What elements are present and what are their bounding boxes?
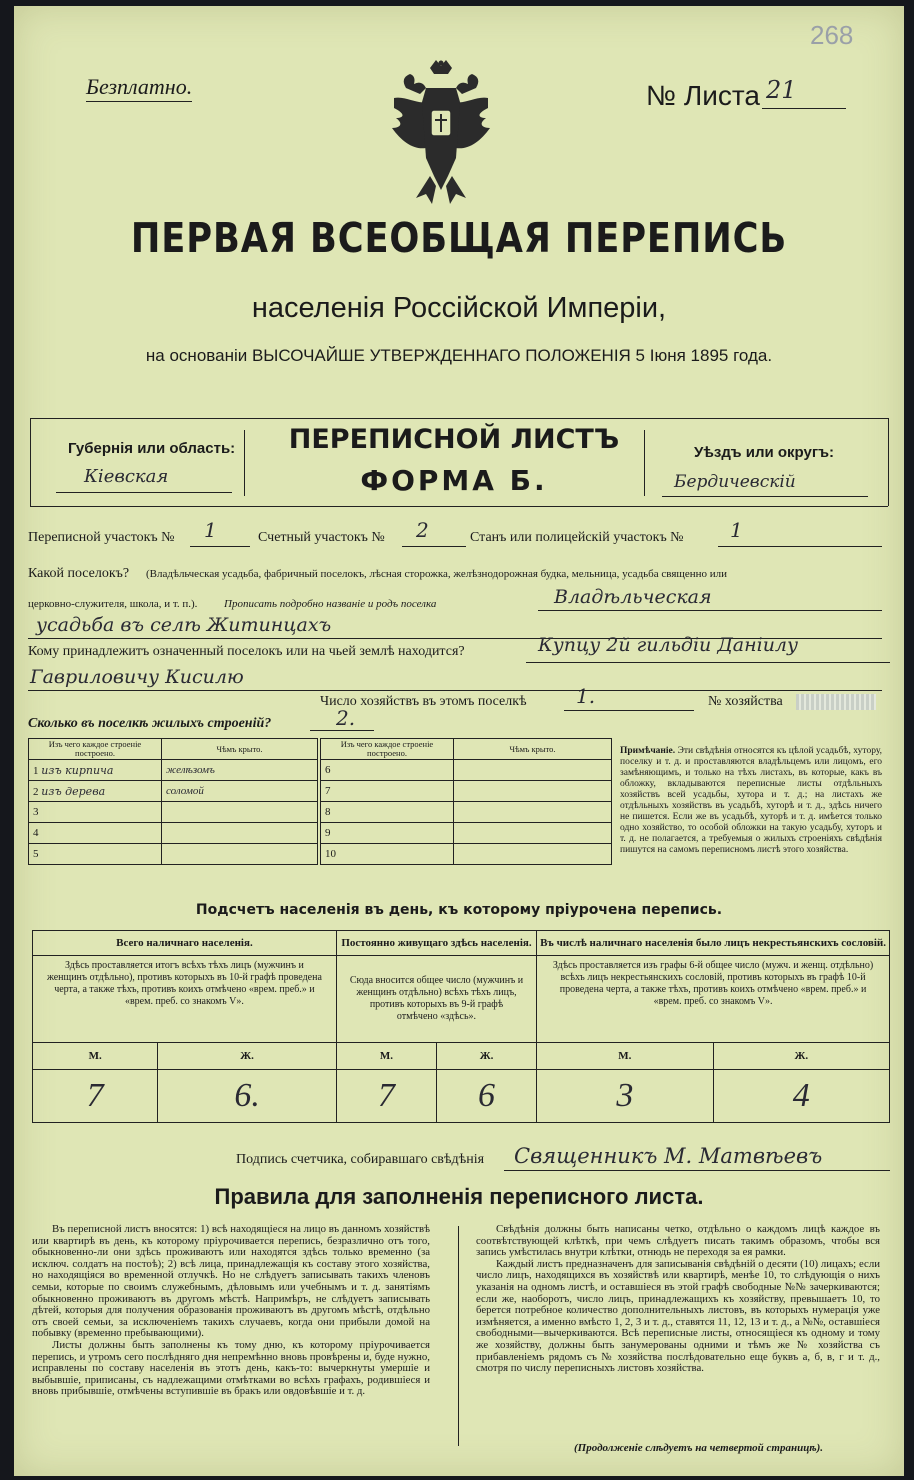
- female-header: Ж.: [436, 1043, 536, 1070]
- col-material: Изъ чего каждое строеніе построено.: [29, 739, 162, 760]
- population-table: [32, 930, 890, 1123]
- form-box-divider-right: [644, 430, 645, 496]
- male-header: М.: [33, 1043, 158, 1070]
- permanent-female-value: 6: [436, 1070, 536, 1123]
- signature-underline: [504, 1170, 890, 1171]
- male-header: М.: [537, 1043, 713, 1070]
- stan-underline: [718, 546, 882, 547]
- population-count-title: Подсчетъ населенія въ день, къ которому пріурочена перепись.: [195, 902, 723, 918]
- form-box-top-rule: [30, 418, 888, 419]
- col-non-peasant: Въ числѣ наличнаго населенія было лицъ некрестьянскихъ сословій.: [537, 931, 890, 956]
- settlement-hint-2: церковно-служителя, школа, и т. п.).: [28, 598, 198, 610]
- buildings-note: [620, 746, 882, 856]
- gubernia-value: Кіевская: [84, 466, 169, 487]
- buildings-table-right: [320, 738, 612, 865]
- buildings-underline: [310, 730, 374, 731]
- uezd-value: Бердичевскій: [674, 472, 796, 492]
- total-female-value: 6.: [158, 1070, 337, 1123]
- form-box-left-edge: [30, 418, 31, 506]
- owner-value-2: Гавриловичу Кисилю: [30, 666, 244, 688]
- rules-left-column: [32, 1224, 430, 1398]
- form-box-divider-left: [244, 430, 245, 496]
- rules-right-column: [476, 1224, 880, 1375]
- buildings-table-left: [28, 738, 318, 865]
- counting-area-value: 2: [416, 518, 429, 542]
- col-total-present: Всего наличнаго населенія.: [33, 931, 337, 956]
- note-text: Эти свѣдѣнія относятся къ цѣлой усадьбѣ, хутору, поселку и т. д. и проставляются владѣльцемъ или лицомъ, его замѣняющимъ, и только на тѣхъ листахъ, въ которые, какъ въ обложку, вкладываются переписные листы отдѣльныхъ хозяйствъ всей усадьбы, хутора и т. д.; на листахъ же отдѣльныхъ хозяйствъ въ усадьбѣ, хуторѣ и т. д., здѣсь ничего не пишется. Если же въ усадьбѣ, хуторѣ и т. д. имѣется только одно хозяйство, то особой обложки на такую усадьбу, хуторъ и т. д. не полагается, а требуемыя о жилыхъ строеніяхъ свѣдѣнія пишутся на самомъ переписномъ листѣ этого хозяйства.: [620, 746, 882, 855]
- total-male-value: 7: [33, 1070, 158, 1123]
- table-row: 10: [321, 844, 612, 865]
- owner-underline-1: [526, 662, 890, 663]
- counting-area-underline: [402, 546, 466, 547]
- table-row: 8: [321, 802, 612, 823]
- female-header: Ж.: [713, 1043, 889, 1070]
- archive-stamp-strip: [796, 694, 876, 710]
- buildings-value: 2.: [336, 706, 356, 730]
- settlement-value: Владѣльческая: [554, 586, 712, 608]
- col-roof: Чѣмъ крыто.: [162, 739, 318, 760]
- permanent-description: Сюда вносится общее число (мужчинъ и женщинъ отдѣльно) всѣхъ тѣхъ лицъ, противъ которыхъ въ 9-й графѣ отмѣчено «здѣсь».: [336, 956, 536, 1043]
- form-subtitle: ФОРМА Б.: [360, 464, 548, 497]
- sheet-number-underline: [762, 108, 846, 109]
- rules-left-paragraph-2: Листы должны быть заполнены къ тому дню, къ которому пріурочивается перепись, и утромъ сего послѣдняго дня непремѣнно вновь провѣрены и, буде нужно, исправлены по составу населенія въ этотъ день, какъ-то: вычеркнуты умершіе и выбывшіе, приписаны, съ надлежащими отмѣтками во всѣхъ графахъ, родившіеся и вновь прибывшіе, отмѣчены вступившіе въ бракъ или овдовѣвшіе и т. д.: [32, 1338, 430, 1398]
- rules-right-paragraph-2: Каждый листъ предназначенъ для записыванія свѣдѣній о десяти (10) лицахъ; если число лицъ, находящихся въ хозяйствѣ или квартирѣ, менѣе 10, то слѣдующія о нихъ указанія на одномъ листѣ, и оставшіеся въ этой графѣ свободные №№ зачеркиваются; если же, наоборотъ, число лицъ, принадлежащихъ къ хозяйству, превышаетъ 10, то берется потребное количество дополнительныхъ листовъ, въ которыхъ нумерація уже измѣняется, а именно вмѣсто 1, 2, 3 и т. д., ставятся 11, 12, 13 и т. д., а №№, оставшіеся свободными—вычеркиваются. Всѣ переписные листы, относящіеся къ одному и тому же хозяйству, должны быть занумерованы одними и тѣмъ же № хозяйства съ прибавленіемъ рядомъ съ № хозяйства послѣдовательно еще буквъ а, б, в, г и т. д., смотря по числу переписныхъ листовъ хозяйства.: [476, 1257, 880, 1375]
- table-row: 6: [321, 760, 612, 781]
- census-area-underline: [190, 546, 250, 547]
- table-row: 4: [29, 823, 318, 844]
- col-material: Изъ чего каждое строеніе построено.: [321, 739, 454, 760]
- non-peasant-female-value: 4: [713, 1070, 889, 1123]
- signature-label: Подпись счетчика, собиравшаго свѣдѣнія: [236, 1152, 485, 1167]
- total-present-description: Здѣсь проставляется итогъ всѣхъ тѣхъ лицъ (мужчинъ и женщинъ отдѣльно), противъ которыхъ въ 10-й графѣ проведена черта, а также тѣхъ, противъ коихъ отмѣчено «врем. преб.» и «врем. преб. со знакомъ V».: [33, 956, 337, 1043]
- permanent-male-value: 7: [336, 1070, 436, 1123]
- free-of-charge-label: Безплатно.: [86, 74, 192, 102]
- table-row: 7: [321, 781, 612, 802]
- stan-label: Станъ или полицейскій участокъ №: [470, 530, 684, 545]
- col-permanent: Постоянно живущаго здѣсь населенія.: [336, 931, 536, 956]
- stan-value: 1: [730, 518, 743, 542]
- archive-page-number: 268: [810, 20, 854, 50]
- table-row: 3: [29, 802, 318, 823]
- non-peasant-description: Здѣсь проставляется изъ графы 6-й общее число (мужч. и женщ. отдѣльно) всѣхъ лицъ некрестьянскихъ сословій, противъ которыхъ въ графѣ 10-й проведена черта, а также тѣхъ, противъ коихъ отмѣчено «врем. преб.» и «врем. преб. со знакомъ V».: [537, 956, 890, 1043]
- owner-underline-2: [28, 690, 882, 691]
- households-underline: [564, 710, 694, 711]
- note-title: Примѣчаніе.: [620, 746, 676, 756]
- rules-right-paragraph-1: Свѣдѣнія должны быть написаны четко, отдѣльно о каждомъ лицѣ каждое въ соотвѣтствующей клѣткѣ, при чемъ слѣдуетъ писать такимъ образомъ, чтобы вся запись умѣстилась внутри клѣтки, отнюдь не переходя за ея рамки.: [476, 1223, 880, 1259]
- table-row: 5: [29, 844, 318, 865]
- form-title: ПЕРЕПИСНОЙ ЛИСТЪ: [288, 424, 620, 455]
- census-area-value: 1: [204, 518, 217, 542]
- owner-label: Кому принадлежитъ означенный поселокъ или на чьей землѣ находится?: [28, 644, 465, 659]
- form-box-bottom-rule: [30, 506, 888, 507]
- household-number-label: № хозяйства: [708, 694, 783, 709]
- table-row: 9: [321, 823, 612, 844]
- uezd-label: Уѣздъ или округъ:: [694, 444, 835, 461]
- counting-area-label: Счетный участокъ №: [258, 530, 385, 545]
- owner-value: Купцу 2й гильдіи Даніилу: [538, 634, 799, 656]
- rules-continuation-note: (Продолженіе слѣдуетъ на четвертой страницѣ).: [574, 1442, 824, 1454]
- non-peasant-male-value: 3: [537, 1070, 713, 1123]
- legal-basis-line: на основаніи ВЫСОЧАЙШЕ УТВЕРЖДЕННАГО ПОЛОЖЕНІЯ 5 Іюня 1895 года.: [145, 346, 773, 365]
- signature-value: Священникъ М. Матвѣевъ: [514, 1144, 823, 1168]
- gubernia-label: Губернія или область:: [68, 440, 236, 457]
- gubernia-underline: [56, 492, 232, 493]
- table-row: 2 изъ дерева соломой: [29, 781, 318, 802]
- male-header: М.: [336, 1043, 436, 1070]
- households-label: Число хозяйствъ въ этомъ поселкѣ: [320, 694, 527, 709]
- uezd-underline: [662, 496, 868, 497]
- sheet-number-label: № Листа: [646, 80, 760, 111]
- settlement-value-2: усадьба въ селѣ Житинцахъ: [36, 614, 332, 636]
- table-row: 1 изъ кирпича желѣзомъ: [29, 760, 318, 781]
- buildings-label: Сколько въ поселкѣ жилыхъ строеній?: [28, 716, 272, 731]
- rules-left-paragraph-1: Въ переписной листъ вносятся: 1) всѣ находящіеся на лицо въ данномъ хозяйствѣ или квартирѣ въ день, къ которому пріурочивается перепись, безразлично отъ того, обыкновенно-ли они здѣсь проживаютъ или находятся здѣсь только временно (за исключ. солдатъ на постоѣ); 2) всѣ лица, принадлежащія къ составу этого хозяйства, но находящіяся во временной отлучкѣ. Но не слѣдуетъ записывать такихъ членовъ семьи, которые по своимъ служебнымъ, дѣловымъ или учебнымъ и т. д. занятіямъ обыкновенно проживаютъ въ другомъ мѣстѣ. Напримѣръ, не слѣдуетъ записывать дѣтей, которыя для получения образованія проживаютъ въ другомъ мѣстѣ, отдѣльно отъ своей семьи, за исключеніемъ такихъ случаевъ, когда они прибыли домой на побывку (временно пребывающими).: [32, 1223, 430, 1340]
- sheet-number-value: 21: [766, 76, 797, 104]
- rules-title: Правила для заполненія переписного листа.: [214, 1184, 704, 1209]
- census-area-label: Переписной участокъ №: [28, 530, 175, 545]
- settlement-hint: (Владѣльческая усадьба, фабричный поселокъ, лѣсная сторожка, желѣзнодорожная будка, мельница, усадьба священно или: [146, 568, 728, 580]
- col-roof: Чѣмъ крыто.: [454, 739, 612, 760]
- households-value: 1.: [576, 684, 596, 708]
- document-subtitle: населенія Россійской Имперіи,: [251, 292, 667, 324]
- rules-column-divider: [458, 1226, 459, 1446]
- settlement-hint-3: Прописать подробно названіе и родъ поселка: [224, 598, 437, 610]
- document-title: ПЕРВАЯ ВСЕОБЩАЯ ПЕРЕПИСЬ: [130, 214, 788, 262]
- female-header: Ж.: [158, 1043, 337, 1070]
- form-box-right-edge: [888, 418, 889, 506]
- double-headed-eagle-icon: [386, 58, 496, 212]
- settlement-label: Какой поселокъ?: [28, 566, 130, 581]
- census-sheet: [14, 6, 904, 1476]
- settlement-underline-1: [538, 610, 882, 611]
